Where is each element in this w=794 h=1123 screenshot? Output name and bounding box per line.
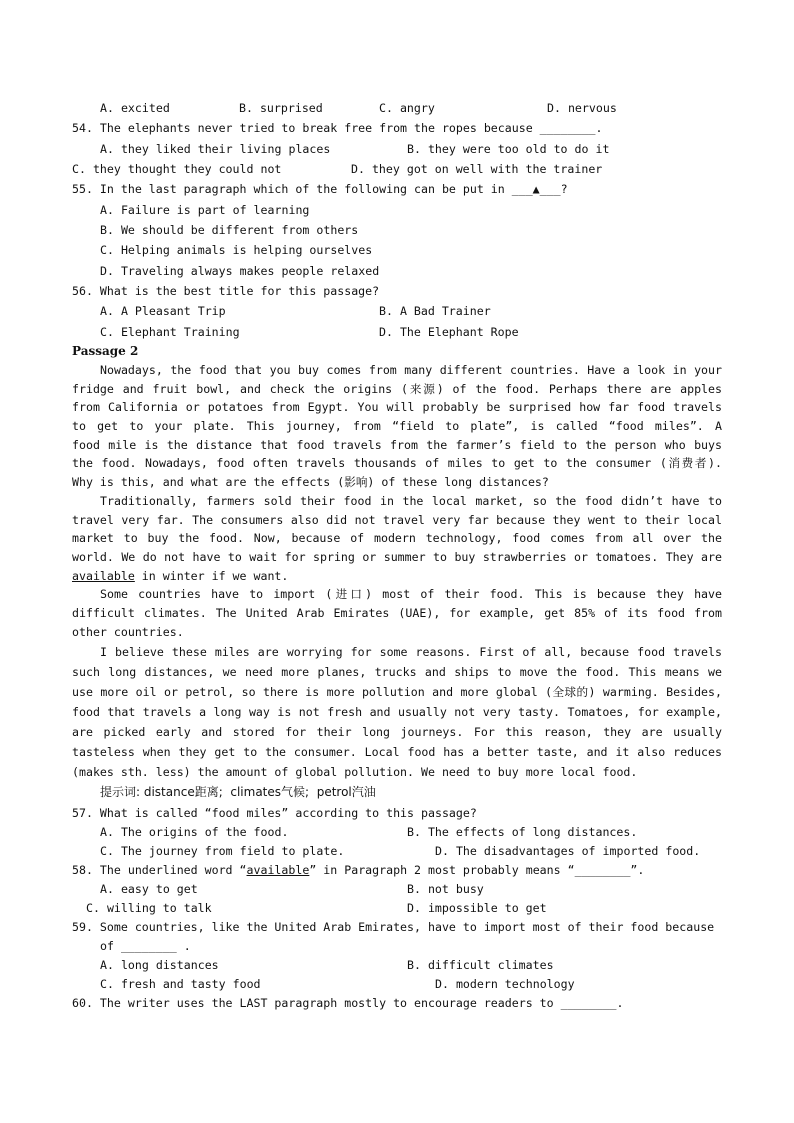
p2-last-rest: in winter if we want. [134,569,289,583]
q58-stem-pre: 58. The underlined word “ [72,863,247,877]
p3-line: Some countries have to import (进口) most of their food. This is because they have [100,587,722,601]
q58-stem-post: ” in Paragraph 2 most probably means “________”. [309,863,645,877]
underlined-word: available [72,569,135,583]
p1-line: the food. Nowadays, food often travels thousands of miles to get to the consumer (消费者). [72,456,722,470]
p2-line: travel very far. The consumers also did not travel very far because they went to their local [72,513,722,527]
q55-option-c: C. Helping animals is helping ourselves [100,243,373,257]
q54-stem: 54. The elephants never tried to break free from the ropes because ________. [72,121,603,135]
q54-option-d: D. they got on well with the trainer [351,162,603,176]
vocab-hint: 提示词: distance距离; climates气候; petrol汽油 [100,785,376,799]
q54-option-a: A. they liked their living places [100,142,331,156]
q57-option-a: A. The origins of the food. [100,825,289,839]
q57-stem: 57. What is called “food miles” according to this passage? [72,806,477,820]
q55-option-b: B. We should be different from others [100,223,359,237]
p4-line: such long distances, we need more planes, trucks and ships to move the food. This means we [72,665,722,679]
q58-option-d: D. impossible to get [407,901,547,915]
q54-option-b: B. they were too old to do it [407,142,610,156]
q59-option-a: A. long distances [100,958,219,972]
p1-line: Why is this, and what are the effects (影响) of these long distances? [72,475,549,489]
p4-line: tasteless when they get to the consumer. Local food has a better taste, and it also reduces [72,745,722,759]
q58-stem [72,863,644,877]
p4-line: use more oil or petrol, so there is more pollution and more global (全球的) warming. Besides, [72,685,722,699]
p1-line: food mile is the distance that food travels from the farmer’s field to the person who buys [72,438,722,452]
p3-line: other countries. [72,625,184,639]
q53-option-c: C. angry [379,101,435,115]
q55-stem: 55. In the last paragraph which of the following can be put in ___▲___? [72,182,568,196]
q58-underlined-word: available [246,863,310,877]
q59-option-c: C. fresh and tasty food [100,977,261,991]
p1-line: to get to your plate. This journey, from “field to plate”, is called “food miles”. A [72,419,722,433]
q55-option-d: D. Traveling always makes people relaxed [100,264,380,278]
q59-stem: 59. Some countries, like the United Arab Emirates, have to import most of their food because [72,920,715,934]
p1-line: from California or potatoes from Egypt. You will probably be surprised how far food travels [72,400,722,414]
p2-line: world. We do not have to wait for spring or summer to buy strawberries or tomatoes. They are [72,550,722,564]
q57-option-c: C. The journey from field to plate. [100,844,345,858]
q53-option-d: D. nervous [547,101,617,115]
q56-option-a: A. A Pleasant Trip [100,304,226,318]
q56-option-b: B. A Bad Trainer [379,304,491,318]
q55-option-a: A. Failure is part of learning [100,203,310,217]
q56-option-c: C. Elephant Training [100,325,240,339]
q59-option-d: D. modern technology [435,977,575,991]
q58-option-b: B. not busy [407,882,484,896]
p4-line: are picked early and stored for their long journeys. For this reason, they are usually [72,725,722,739]
q60-stem: 60. The writer uses the LAST paragraph mostly to encourage readers to ________. [72,996,624,1010]
p2-line: Traditionally, farmers sold their food in the local market, so the food didn’t have to [100,494,722,508]
q56-stem: 56. What is the best title for this passage? [72,284,380,298]
p4-line: food that travels a long way is not fresh and usually not very tasty. Tomatoes, for example, [72,705,722,719]
q59-stem-cont: of ________ . [100,939,191,953]
p2-line: market to buy the food. Now, because of modern technology, food comes from all over the [72,531,722,545]
q58-option-c: C. willing to talk [86,901,212,915]
q57-option-d: D. The disadvantages of imported food. [435,844,701,858]
q59-option-b: B. difficult climates [407,958,554,972]
p4-line: I believe these miles are worrying for some reasons. First of all, because food travels [100,645,722,659]
q53-option-a: A. excited [100,101,170,115]
passage-title: Passage 2 [72,344,139,358]
p4-line: (makes sth. less) the amount of global pollution. We need to buy more local food. [72,765,638,779]
p3-line: difficult climates. The United Arab Emirates (UAE), for example, get 85% of its food from [72,606,722,620]
q54-option-c: C. they thought they could not [72,162,282,176]
q53-option-b: B. surprised [239,101,323,115]
p1-line: fridge and fruit bowl, and check the origins (来源) of the food. Perhaps there are apples [72,382,722,396]
p2-last-line [72,569,288,583]
q57-option-b: B. The effects of long distances. [407,825,638,839]
q58-option-a: A. easy to get [100,882,198,896]
q56-option-d: D. The Elephant Rope [379,325,519,339]
p1-line: Nowadays, the food that you buy comes from many different countries. Have a look in your [100,363,722,377]
